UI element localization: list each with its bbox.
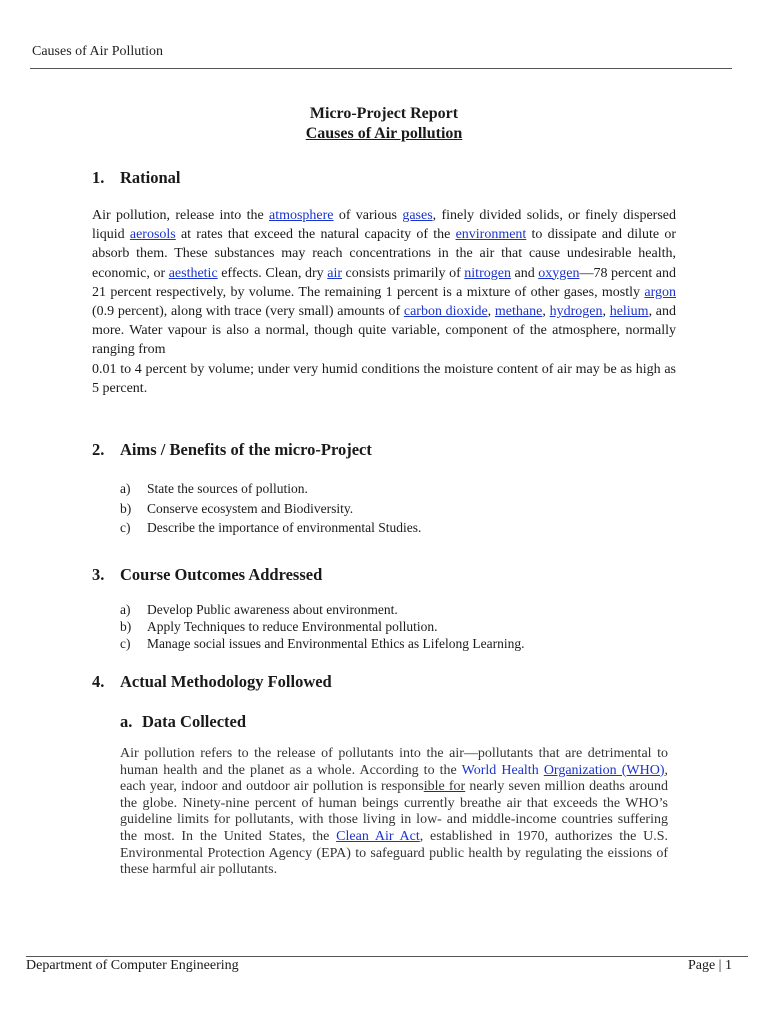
list-item <box>120 518 421 538</box>
link-argon[interactable]: argon <box>644 284 676 300</box>
list-marker: c) <box>120 636 131 651</box>
text: Air pollution, release into the <box>92 208 269 223</box>
footer-page-number: Page | 1 <box>687 958 732 973</box>
page-header: Causes of Air Pollution <box>32 44 164 59</box>
text: (0.9 percent), along with trace (very small) amounts of <box>92 304 404 320</box>
text: and <box>510 265 539 281</box>
list-marker: a) <box>120 481 131 496</box>
section-heading-aims <box>92 440 372 460</box>
link-aesthetic[interactable]: aesthetic <box>168 265 218 281</box>
link-atmosphere[interactable]: atmosphere <box>268 208 334 223</box>
text: Air pollution refers to the release of pollutants into the air—pollutants that are detrimental to human health and the planet as a whole. According to the <box>120 746 668 778</box>
text: , <box>487 304 495 320</box>
list-item <box>120 479 421 499</box>
link-environment[interactable]: environment <box>455 227 527 243</box>
section-title: Actual Methodology Followed <box>120 672 332 691</box>
section-title: Aims / Benefits of the micro-Project <box>120 440 372 459</box>
who-text: World Health <box>461 762 539 778</box>
text: , each year, indoor and outdoor air pollution is respons <box>120 762 669 795</box>
subsection-number: a. <box>120 712 133 731</box>
list-item <box>120 499 421 519</box>
text: at rates that exceed the natural capacity of the <box>175 227 456 243</box>
list-item <box>120 618 525 635</box>
header-rule <box>30 68 732 69</box>
list-text: Apply Techniques to reduce Environmental pollution. <box>147 619 438 634</box>
section-number: 1. <box>92 168 105 187</box>
text: , <box>602 304 610 320</box>
rational-paragraph <box>92 206 676 398</box>
section-title: Rational <box>120 168 181 187</box>
list-text: Manage social issues and Environmental Ethics as Lifelong Learning. <box>147 636 525 651</box>
text: effects. Clean, dry <box>217 265 328 281</box>
section-heading-rational <box>92 168 181 188</box>
subsection-title: Data Collected <box>142 712 247 731</box>
list-marker: a) <box>120 602 131 617</box>
data-collected-paragraph <box>120 746 668 879</box>
text: of various <box>333 208 403 223</box>
section-number: 2. <box>92 440 105 459</box>
list-text: State the sources of pollution. <box>147 481 308 496</box>
subsection-heading-data-collected <box>120 712 246 732</box>
link-clean-air-act[interactable]: Clean Air Act <box>336 828 420 844</box>
report-subtitle: Causes of Air pollution <box>305 125 463 142</box>
link-nitrogen[interactable]: nitrogen <box>464 265 511 281</box>
list-marker: b) <box>120 500 132 516</box>
text: , established in 1970, authorizes the U.S. Environmental Protection Agency (EPA) to safeguard public health by regulating the eissions of these harmful air pollutants. <box>120 828 668 878</box>
text: consists primarily of <box>342 265 465 281</box>
list-text: Conserve ecosystem and Biodiversity. <box>147 500 354 516</box>
text: 0.01 to 4 percent by volume; under very humid conditions the moisture content of air may be as high as 5 percent. <box>92 361 676 396</box>
list-item <box>120 635 525 652</box>
text: —78 percent and 21 percent respectively, by volume. The remaining 1 percent is a mixture of other gases, mostly <box>92 265 676 300</box>
text: , and more. Water vapour is also a normal, though quite variable, component of the atmosphere, normally ranging from <box>92 304 677 358</box>
link-carbon-dioxide[interactable]: carbon dioxide <box>403 304 488 320</box>
section-title: Course Outcomes Addressed <box>120 565 323 584</box>
list-marker: c) <box>120 520 131 535</box>
list-marker: b) <box>120 619 132 634</box>
aims-list <box>120 479 421 538</box>
text: , <box>542 304 550 320</box>
section-number: 3. <box>92 565 105 584</box>
link-hydrogen[interactable]: hydrogen <box>549 304 603 320</box>
link-helium[interactable]: helium <box>609 304 649 320</box>
link-methane[interactable]: methane <box>494 304 543 320</box>
footer-department: Department of Computer Engineering <box>26 958 239 973</box>
outcomes-list <box>120 601 525 652</box>
list-item <box>120 601 525 618</box>
section-number: 4. <box>92 672 105 691</box>
link-gases[interactable]: gases <box>402 208 433 223</box>
link-who[interactable]: Organization (WHO) <box>543 762 665 778</box>
link-air[interactable]: air <box>327 265 342 281</box>
link-aerosols[interactable]: aerosols <box>129 227 176 243</box>
link-oxygen[interactable]: oxygen <box>538 265 580 281</box>
list-text: Develop Public awareness about environment. <box>147 602 398 617</box>
text: nearly seven million deaths around the globe. Ninety-nine percent of human beings currently breathe air that exceeds the WHO’s guideline limits for pollutants, with those living in low- and middle-income countries suffering the most. In the United States, the <box>120 779 668 844</box>
text: to dissipate and dilute or absorb them. These substances may reach concentrations in the air that cause undesirable health, economic, or <box>92 227 676 281</box>
report-title: Micro-Project Report <box>309 105 459 122</box>
underlined-text: ible for <box>423 779 466 795</box>
footer-rule <box>26 956 748 957</box>
section-heading-outcomes <box>92 565 322 585</box>
section-heading-methodology <box>92 672 332 692</box>
title-block <box>0 104 768 144</box>
text: , finely divided solids, or finely dispersed liquid <box>92 208 676 243</box>
list-text: Describe the importance of environmental Studies. <box>147 520 422 535</box>
